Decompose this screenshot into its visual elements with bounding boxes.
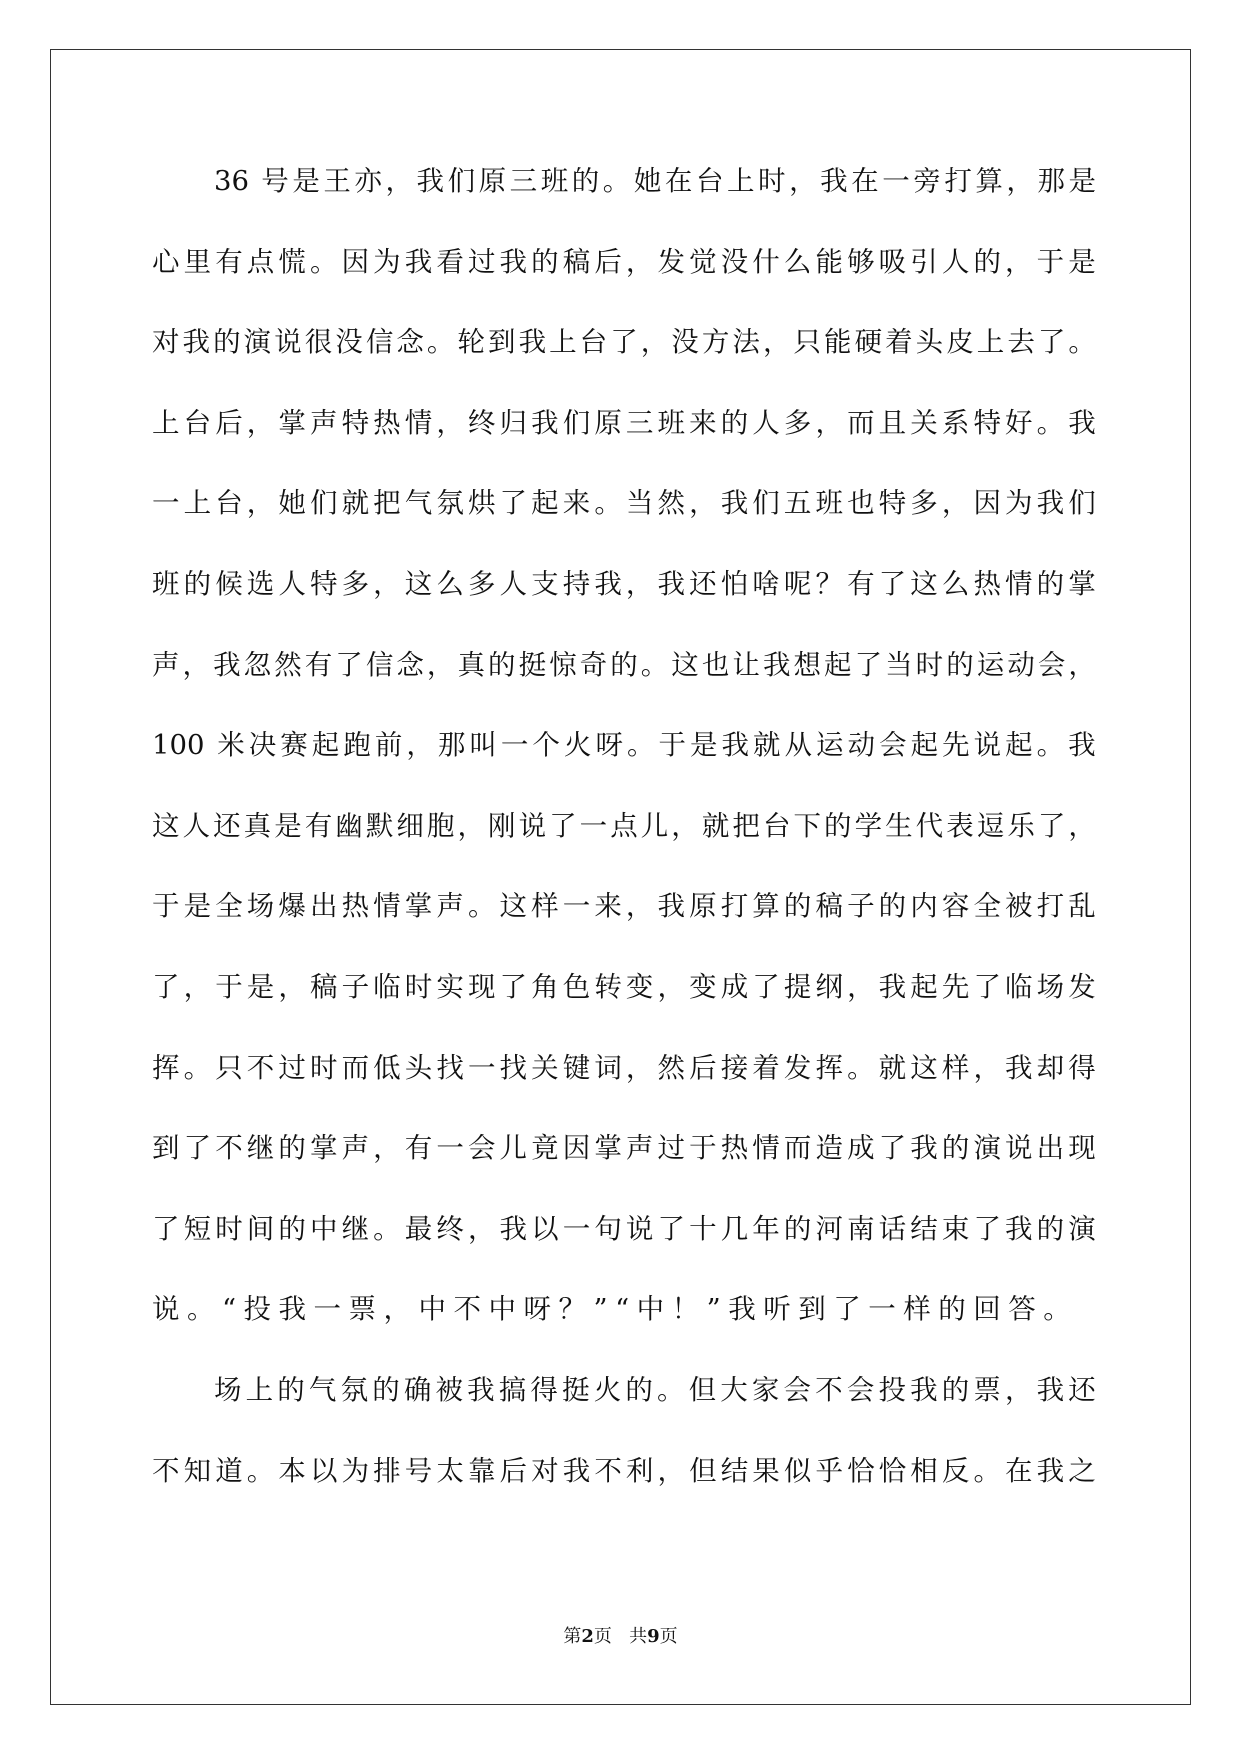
text-line: 班 的 候 选 人 特 多 ， 这 么 多 人 支 持 我 ， 我 还 怕 啥 呢 ？ 有 了 这 么 热 情 的 掌 <box>152 567 1096 600</box>
text-line-content: 说。“投我一票，中不中呀？”“中！”我听到了一样的回答。 <box>152 1293 1079 1326</box>
document-body <box>152 166 1096 1536</box>
footer-page-number: 2 <box>581 1626 594 1647</box>
text-line <box>152 1294 1096 1375</box>
text-line: 心 里 有 点 慌 。 因 为 我 看 过 我 的 稿 后 ， 发 觉 没 什 么 能 够 吸 引 人 的 ， 于 是 <box>152 245 1096 278</box>
text-line: 了 短 时 间 的 中 继 。 最 终 ， 我 以 一 句 说 了 十 几 年 的 河 南 话 结 束 了 我 的 演 <box>152 1212 1096 1245</box>
text-line: 场 上 的 气 氛 的 确 被 我 搞 得 挺 火 的 。 但 大 家 会 不 会 投 我 的 票 ， 我 还 <box>214 1373 1096 1406</box>
text-line: 不 知 道 。 本 以 为 排 号 太 靠 后 对 我 不 利 ， 但 结 果 似 乎 恰 恰 相 反 。 在 我 之 <box>152 1454 1096 1487</box>
text-line: 上 台 后 ， 掌 声 特 热 情 ， 终 归 我 们 原 三 班 来 的 人 多 ， 而 且 关 系 特 好 。 我 <box>152 406 1096 439</box>
text-line: 100 米 决 赛 起 跑 前 ， 那 叫 一 个 火 呀 。 于 是 我 就 从 运 动 会 起 先 说 起 。 我 <box>152 729 1096 762</box>
text-line: 了 ， 于 是 ， 稿 子 临 时 实 现 了 角 色 转 变 ， 变 成 了 提 纲 ， 我 起 先 了 临 场 发 <box>152 970 1096 1003</box>
text-line: 这 人 还 真 是 有 幽 默 细 胞 ， 刚 说 了 一 点 儿 ， 就 把 台 下 的 学 生 代 表 逗 乐 了 ， <box>152 809 1096 842</box>
footer-page-suffix: 页 <box>593 1626 612 1647</box>
page-footer <box>0 1626 1241 1648</box>
text-line: 声 ， 我 忽 然 有 了 信 念 ， 真 的 挺 惊 奇 的 。 这 也 让 我 想 起 了 当 时 的 运 动 会 ， <box>152 648 1096 681</box>
text-line: 一 上 台 ， 她 们 就 把 气 氛 烘 了 起 来 。 当 然 ， 我 们 五 班 也 特 多 ， 因 为 我 们 <box>152 487 1096 520</box>
text-line: 对 我 的 演 说 很 没 信 念 。 轮 到 我 上 台 了 ， 没 方 法 ， 只 能 硬 着 头 皮 上 去 了 。 <box>152 326 1096 359</box>
text-line: 36 号 是 王 亦 ， 我 们 原 三 班 的 。 她 在 台 上 时 ， 我 在 一 旁 打 算 ， 那 是 <box>214 165 1096 197</box>
footer-total-pages: 9 <box>647 1626 660 1647</box>
text-line: 到 了 不 继 的 掌 声 ， 有 一 会 儿 竟 因 掌 声 过 于 热 情 而 造 成 了 我 的 演 说 出 现 <box>152 1132 1096 1165</box>
footer-page-prefix: 第 <box>563 1626 582 1647</box>
text-line: 挥 。 只 不 过 时 而 低 头 找 一 找 关 键 词 ， 然 后 接 着 发 挥 。 就 这 样 ， 我 却 得 <box>152 1051 1096 1084</box>
footer-total-prefix: 共 <box>629 1626 648 1647</box>
text-line: 于 是 全 场 爆 出 热 情 掌 声 。 这 样 一 来 ， 我 原 打 算 的 稿 子 的 内 容 全 被 打 乱 <box>152 890 1096 923</box>
footer-total-suffix: 页 <box>659 1626 678 1647</box>
